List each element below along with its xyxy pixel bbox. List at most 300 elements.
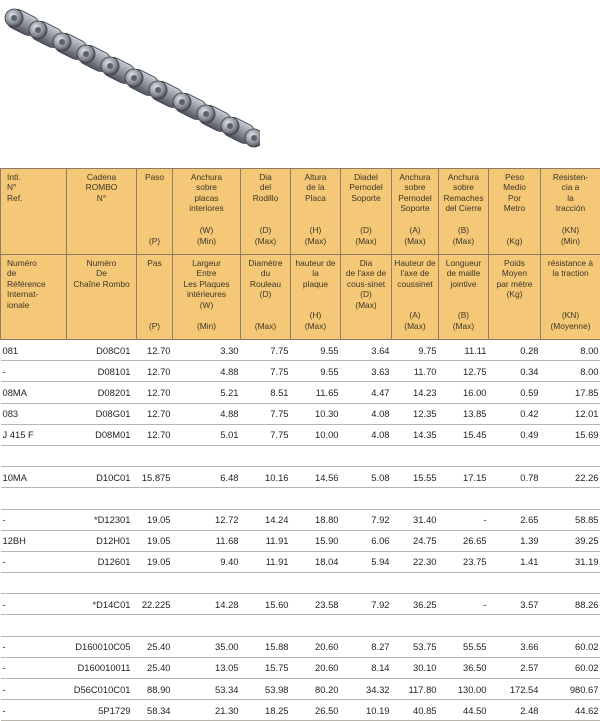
- table-cell: 0.59: [489, 382, 541, 403]
- table-cell: 15.90: [291, 530, 341, 551]
- table-row: [1, 700, 600, 721]
- header-line: Chaîne Rombo: [69, 279, 134, 289]
- table-cell: 8.27: [341, 636, 392, 657]
- header-line: tracción: [543, 203, 598, 213]
- table-cell: 60.02: [541, 636, 600, 657]
- table-cell: 36.25: [392, 594, 439, 615]
- chain-pin: [107, 63, 113, 69]
- table-cell: D08G01: [67, 403, 137, 424]
- header-line: Longueur: [441, 258, 486, 268]
- table-cell: 4.88: [173, 361, 241, 382]
- header-line: Paso: [139, 172, 170, 182]
- chain-image: [0, 0, 260, 158]
- table-cell: 53.98: [241, 679, 291, 700]
- table-cell: 18.80: [291, 509, 341, 530]
- header-unit: (P): [139, 321, 170, 331]
- table-cell: 10.00: [291, 424, 341, 445]
- chain-pin: [83, 51, 89, 57]
- table-cell: -: [1, 700, 67, 721]
- table-cell: [489, 488, 541, 509]
- table-row: [1, 679, 600, 700]
- table-cell: 20.60: [291, 657, 341, 678]
- header-cell: [341, 255, 392, 340]
- table-cell: 12.70: [137, 403, 173, 424]
- table-cell: 36.50: [439, 657, 489, 678]
- table-cell: [1, 615, 67, 636]
- table-cell: [173, 615, 241, 636]
- table-cell: [67, 615, 137, 636]
- header-cell: [67, 169, 137, 255]
- header-line: Dia: [243, 172, 288, 182]
- spacer-row: [1, 615, 600, 636]
- header-line: Soporte: [394, 203, 436, 213]
- table-cell: [291, 573, 341, 594]
- table-cell: [392, 445, 439, 466]
- header-line: la: [543, 193, 598, 203]
- table-cell: 12.35: [392, 403, 439, 424]
- header-cell: [291, 255, 341, 340]
- table-cell: [67, 445, 137, 466]
- chain-spec-table: [0, 168, 600, 721]
- table-cell: 3.64: [341, 340, 392, 361]
- table-cell: 8.00: [541, 361, 600, 382]
- header-row-fr: [1, 169, 600, 255]
- table-cell: 11.91: [241, 551, 291, 572]
- table-cell: [1, 488, 67, 509]
- table-cell: [67, 573, 137, 594]
- table-cell: 13.85: [439, 403, 489, 424]
- header-line: cous-sinet: [343, 279, 389, 289]
- table-cell: 6.06: [341, 530, 392, 551]
- header-cell: [489, 169, 541, 255]
- table-row: [1, 594, 600, 615]
- header-line: Soporte: [343, 193, 389, 203]
- chain-pin: [251, 135, 257, 141]
- table-cell: 2.65: [489, 509, 541, 530]
- header-line: del: [243, 182, 288, 192]
- table-cell: 11.68: [173, 530, 241, 551]
- table-cell: 19.05: [137, 551, 173, 572]
- header-line: Resisten-: [543, 172, 598, 182]
- header-line: Entre: [175, 268, 238, 278]
- table-cell: J 415 F: [1, 424, 67, 445]
- header-line: Référence: [7, 279, 64, 289]
- table-cell: 117.80: [392, 679, 439, 700]
- header-line: sobre: [394, 182, 436, 192]
- table-cell: 7.92: [341, 594, 392, 615]
- table-cell: 7.75: [241, 340, 291, 361]
- chain-links: [4, 6, 260, 147]
- table-cell: 15.88: [241, 636, 291, 657]
- table-cell: 8.00: [541, 340, 600, 361]
- table-cell: 30.10: [392, 657, 439, 678]
- header-line: intérieures: [175, 289, 238, 299]
- table-cell: 13.05: [173, 657, 241, 678]
- table-cell: [291, 445, 341, 466]
- table-cell: 18.25: [241, 700, 291, 721]
- header-unit: (Max): [243, 321, 288, 331]
- table-cell: [541, 573, 600, 594]
- table-cell: 25.40: [137, 636, 173, 657]
- header-line: interiores: [175, 203, 238, 213]
- header-line: N°: [69, 193, 134, 203]
- table-cell: [1, 573, 67, 594]
- table-row: [1, 424, 600, 445]
- header-line: Altura: [293, 172, 338, 182]
- table-cell: [439, 488, 489, 509]
- table-cell: 3.57: [489, 594, 541, 615]
- table-cell: -: [1, 509, 67, 530]
- header-unit: (Max): [441, 236, 486, 246]
- header-line: Medio: [491, 182, 538, 192]
- table-cell: 55.55: [439, 636, 489, 657]
- table-cell: D12H01: [67, 530, 137, 551]
- header-line: résistance à: [543, 258, 598, 268]
- table-cell: 14.56: [291, 467, 341, 488]
- header-cell: [1, 169, 67, 255]
- chain-pin: [35, 27, 41, 33]
- header-unit: (Moyenne): [543, 321, 598, 331]
- header-line: (D): [243, 289, 288, 299]
- table-cell: 130.00: [439, 679, 489, 700]
- header-line: Internat-: [7, 289, 64, 299]
- header-line: plaque: [293, 279, 338, 289]
- table-cell: 40.85: [392, 700, 439, 721]
- table-cell: 6.48: [173, 467, 241, 488]
- table-cell: 12.70: [137, 382, 173, 403]
- table-cell: [439, 573, 489, 594]
- table-cell: 4.08: [341, 403, 392, 424]
- header-line: Moyen: [491, 268, 538, 278]
- table-cell: 58.85: [541, 509, 600, 530]
- table-row: [1, 361, 600, 382]
- table-cell: 10.19: [341, 700, 392, 721]
- header-unit: (Max): [441, 321, 486, 331]
- header-line: Largeur: [175, 258, 238, 268]
- header-line: Anchura: [441, 172, 486, 182]
- chain-pin: [131, 75, 137, 81]
- table-cell: [291, 488, 341, 509]
- table-cell: 34.32: [341, 679, 392, 700]
- table-cell: 22.30: [392, 551, 439, 572]
- table-cell: 17.15: [439, 467, 489, 488]
- header-unit: (Kg): [491, 236, 538, 246]
- table-cell: 083: [1, 403, 67, 424]
- table-cell: -: [1, 361, 67, 382]
- header-cell: [341, 169, 392, 255]
- table-cell: -: [1, 679, 67, 700]
- table-cell: [541, 615, 600, 636]
- header-line: du: [243, 268, 288, 278]
- table-cell: 3.30: [173, 340, 241, 361]
- table-cell: 5P1729: [67, 700, 137, 721]
- table-cell: [137, 488, 173, 509]
- table-cell: 35.00: [173, 636, 241, 657]
- table-cell: D160010C05: [67, 636, 137, 657]
- table-cell: 19.05: [137, 530, 173, 551]
- header-unit: (Max): [394, 321, 436, 331]
- header-line: N°: [7, 182, 64, 192]
- table-cell: 31.19: [541, 551, 600, 572]
- table-row: [1, 636, 600, 657]
- header-cell: [439, 255, 489, 340]
- header-unit: (A): [394, 225, 436, 235]
- table-cell: 31.40: [392, 509, 439, 530]
- table-cell: 9.40: [173, 551, 241, 572]
- table-cell: 12.75: [439, 361, 489, 382]
- header-unit: (Max): [293, 236, 338, 246]
- table-cell: 4.08: [341, 424, 392, 445]
- header-cell: [1, 255, 67, 340]
- table-cell: [241, 488, 291, 509]
- header-line: Diadel: [343, 172, 389, 182]
- header-unit: (Min): [175, 321, 238, 331]
- table-cell: 0.78: [489, 467, 541, 488]
- table-cell: 11.91: [241, 530, 291, 551]
- table-row: [1, 551, 600, 572]
- header-cell: [392, 255, 439, 340]
- table-cell: 15.75: [241, 657, 291, 678]
- header-line: Diamètre: [243, 258, 288, 268]
- table-cell: [173, 445, 241, 466]
- table-cell: 8.51: [241, 382, 291, 403]
- header-line: Numéro: [7, 258, 64, 268]
- header-cell: [439, 169, 489, 255]
- table-cell: 5.08: [341, 467, 392, 488]
- header-unit: (A): [394, 310, 436, 320]
- table-cell: [341, 573, 392, 594]
- table-cell: 10.16: [241, 467, 291, 488]
- table-cell: [241, 615, 291, 636]
- header-line: Anchura: [175, 172, 238, 182]
- table-cell: *D14C01: [67, 594, 137, 615]
- table-cell: 2.57: [489, 657, 541, 678]
- table-cell: 44.62: [541, 700, 600, 721]
- table-cell: [392, 488, 439, 509]
- table-cell: 7.75: [241, 424, 291, 445]
- table-cell: 12.72: [173, 509, 241, 530]
- header-line: Por: [491, 193, 538, 203]
- table-cell: 44.50: [439, 700, 489, 721]
- table-cell: 12.01: [541, 403, 600, 424]
- table-cell: 7.75: [241, 361, 291, 382]
- table-cell: 15.45: [439, 424, 489, 445]
- table-cell: 10MA: [1, 467, 67, 488]
- table-cell: 15.875: [137, 467, 173, 488]
- table-cell: 25.40: [137, 657, 173, 678]
- table-cell: 14.23: [392, 382, 439, 403]
- table-cell: [541, 488, 600, 509]
- table-cell: 980.67: [541, 679, 600, 700]
- table-cell: 14.28: [173, 594, 241, 615]
- header-unit: (D): [343, 225, 389, 235]
- header-line: ionale: [7, 300, 64, 310]
- header-cell: [137, 169, 173, 255]
- table-cell: D08M01: [67, 424, 137, 445]
- chain-pin: [203, 111, 209, 117]
- header-unit: (KN): [543, 225, 598, 235]
- header-unit: (Max): [293, 321, 338, 331]
- header-line: sobre: [175, 182, 238, 192]
- table-cell: 17.85: [541, 382, 600, 403]
- table-cell: D160010011: [67, 657, 137, 678]
- header-line: Dia: [343, 258, 389, 268]
- header-line: cia a: [543, 182, 598, 192]
- header-unit: (B): [441, 310, 486, 320]
- header-line: de l'axe de: [343, 268, 389, 278]
- table-cell: 0.28: [489, 340, 541, 361]
- header-cell: [241, 169, 291, 255]
- table-row: [1, 530, 600, 551]
- table-cell: 15.69: [541, 424, 600, 445]
- chain-pin: [227, 123, 233, 129]
- header-cell: [291, 169, 341, 255]
- table-cell: D10C01: [67, 467, 137, 488]
- header-line: Peso: [491, 172, 538, 182]
- table-cell: -: [1, 551, 67, 572]
- table-cell: D08C01: [67, 340, 137, 361]
- table-cell: 9.55: [291, 340, 341, 361]
- table-cell: [173, 488, 241, 509]
- header-line: Anchura: [394, 172, 436, 182]
- table-cell: D56C010C01: [67, 679, 137, 700]
- header-line: Remaches: [441, 193, 486, 203]
- table-cell: 88.26: [541, 594, 600, 615]
- table-cell: [392, 573, 439, 594]
- table-cell: 15.60: [241, 594, 291, 615]
- header-unit: (Max): [343, 236, 389, 246]
- table-cell: 88.90: [137, 679, 173, 700]
- header-line: Poids: [491, 258, 538, 268]
- table-cell: 16.00: [439, 382, 489, 403]
- table-cell: [341, 488, 392, 509]
- table-cell: 1.41: [489, 551, 541, 572]
- table-cell: 4.88: [173, 403, 241, 424]
- table-cell: 7.75: [241, 403, 291, 424]
- header-line: (Kg): [491, 289, 538, 299]
- table-cell: [137, 573, 173, 594]
- header-line: Pernodel: [343, 182, 389, 192]
- table-cell: 12.70: [137, 361, 173, 382]
- table-cell: 12.70: [137, 340, 173, 361]
- table-cell: 14.35: [392, 424, 439, 445]
- table-cell: -: [439, 594, 489, 615]
- header-line: jointive: [441, 279, 486, 289]
- table-cell: 24.75: [392, 530, 439, 551]
- table-cell: [541, 445, 600, 466]
- header-line: hauteur de la: [293, 258, 338, 279]
- chain-pin: [11, 15, 17, 21]
- table-row: [1, 509, 600, 530]
- header-line: De: [69, 268, 134, 278]
- table-cell: 23.75: [439, 551, 489, 572]
- table-cell: 22.225: [137, 594, 173, 615]
- header-unit: (H): [293, 225, 338, 235]
- table-cell: [341, 615, 392, 636]
- table-cell: 26.65: [439, 530, 489, 551]
- header-unit: (B): [441, 225, 486, 235]
- table-cell: [241, 445, 291, 466]
- table-cell: -: [1, 636, 67, 657]
- table-cell: 19.05: [137, 509, 173, 530]
- header-unit: (H): [293, 310, 338, 320]
- table-cell: 12BH: [1, 530, 67, 551]
- spacer-row: [1, 573, 600, 594]
- chain-pin: [155, 87, 161, 93]
- header-cell: [541, 255, 600, 340]
- table-cell: 60.02: [541, 657, 600, 678]
- table-cell: 53.34: [173, 679, 241, 700]
- header-line: placas: [175, 193, 238, 203]
- header-row-en: [1, 255, 600, 340]
- table-cell: D12601: [67, 551, 137, 572]
- header-line: del Cierre: [441, 203, 486, 213]
- table-cell: 20.60: [291, 636, 341, 657]
- table-row: [1, 340, 600, 361]
- header-cell: [173, 255, 241, 340]
- table-cell: [241, 573, 291, 594]
- header-line: Ref.: [7, 193, 64, 203]
- header-unit: (Min): [543, 236, 598, 246]
- table-cell: 2.48: [489, 700, 541, 721]
- table-cell: [489, 615, 541, 636]
- table-cell: 5.21: [173, 382, 241, 403]
- table-cell: 0.49: [489, 424, 541, 445]
- table-cell: 0.42: [489, 403, 541, 424]
- table-cell: 39.25: [541, 530, 600, 551]
- table-cell: 58.34: [137, 700, 173, 721]
- header-line: Cadena: [69, 172, 134, 182]
- table-row: [1, 403, 600, 424]
- header-line: Rodillo: [243, 193, 288, 203]
- header-cell: [392, 169, 439, 255]
- header-unit: (P): [139, 236, 170, 246]
- table-cell: [137, 615, 173, 636]
- table-cell: 3.66: [489, 636, 541, 657]
- header-unit: (Max): [243, 236, 288, 246]
- header-line: de la: [293, 182, 338, 192]
- table-cell: 23.58: [291, 594, 341, 615]
- header-unit: (W): [175, 225, 238, 235]
- table-cell: 12.70: [137, 424, 173, 445]
- table-cell: [439, 615, 489, 636]
- header-cell: [489, 255, 541, 340]
- table-cell: 15.55: [392, 467, 439, 488]
- table-cell: 11.70: [392, 361, 439, 382]
- table-cell: 7.92: [341, 509, 392, 530]
- header-line: par mètre: [491, 279, 538, 289]
- table-cell: [439, 445, 489, 466]
- table-cell: 5.01: [173, 424, 241, 445]
- header-line: Numéro: [69, 258, 134, 268]
- table-cell: [173, 573, 241, 594]
- table-cell: 3.63: [341, 361, 392, 382]
- header-unit: (KN): [543, 310, 598, 320]
- header-cell: [67, 255, 137, 340]
- table-row: [1, 467, 600, 488]
- table-cell: 80.20: [291, 679, 341, 700]
- table-cell: 08MA: [1, 382, 67, 403]
- table-cell: 5.94: [341, 551, 392, 572]
- header-line: (Max): [343, 300, 389, 310]
- table-cell: 18.04: [291, 551, 341, 572]
- table-row: [1, 657, 600, 678]
- header-line: l'axe de: [394, 268, 436, 278]
- spacer-row: [1, 488, 600, 509]
- header-line: de: [7, 268, 64, 278]
- header-cell: [173, 169, 241, 255]
- table-cell: 53.75: [392, 636, 439, 657]
